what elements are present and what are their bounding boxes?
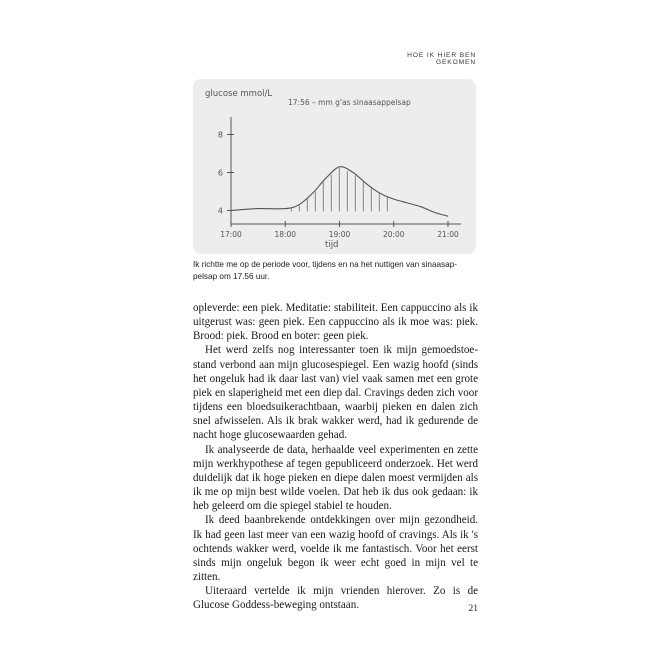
glucose-chart: [193, 79, 476, 254]
x-tick-label: 21:00: [437, 230, 459, 239]
y-tick-label: 8: [217, 130, 223, 140]
x-axis-title: tijd: [325, 240, 339, 250]
running-head: HOE IK HIER BEN GEKOMEN: [407, 52, 476, 66]
paragraph-5: Uiteraard vertelde ik mijn vrienden hierover. Zo is de Glucose Goddess-beweging ontstaan.: [193, 585, 478, 612]
paragraph-3: Ik analyseerde de data, herhaalde veel experimenten en zette mijn werkhypothese af tegen gepubliceerd onderzoek. Het werd duidelijk dat ik hoge pieken en diepe dalen moest vermijden als ik me op mijn best wilde voelen. Dat heb ik dus ook gedaan: ik heb geleerd om die spiegel stabiel te houden.: [193, 443, 478, 513]
x-tick-label: 19:00: [328, 230, 351, 239]
y-axis-title: glucose mmol/L: [205, 89, 273, 99]
y-tick-label: 4: [217, 206, 223, 216]
x-tick-label: 18:00: [274, 230, 297, 239]
paragraph-2: Het werd zelfs nog interessanter toen ik mijn gemoedstoe-stand verbond aan mijn glucosespiegel. Een wazig hoofd (sinds het ongeluk had ik daar last van) viel vaak samen met een grote piek en slaperigheid met een diep dal. Cravings deden zich voor tijdens een bloedsuikerachtbaan, waarbij pieken en dalen zich snel afwisselen. Als ik brak wakker werd, had ik gedurende de nacht hoge glucosewaarden gehad.: [193, 344, 478, 442]
body-text: [193, 301, 478, 612]
annotation-text: 17:56 – mm g'as sinaasappelsap: [288, 98, 411, 107]
y-tick-label: 6: [217, 168, 223, 178]
x-tick-label: 17:00: [220, 230, 242, 239]
page-number: 21: [468, 604, 478, 614]
glucose-figure: [193, 79, 476, 254]
paragraph-4: Ik deed baanbrekende ontdekkingen over mijn gezondheid. Ik had geen last meer van een wazig hoofd of cravings. Als ik 's ochtends wakker werd, voelde ik me fantastisch. Voor het eerst sinds mijn ongeluk begon ik weer echt goed in mijn vel te zitten.: [193, 514, 478, 583]
x-tick-label: 20:00: [382, 230, 405, 239]
paragraph-1: opleverde: een piek. Meditatie: stabiliteit. Een cappuccino als ik uitgerust was: geen piek. Een cappuccino als ik moe was: piek. Brood: piek. Brood en boter: geen piek.: [193, 302, 478, 343]
figure-caption: Ik richtte me op de periode voor, tijdens en na het nuttigen van sinaasap-pelsap om 17.56 uur.: [193, 260, 457, 281]
